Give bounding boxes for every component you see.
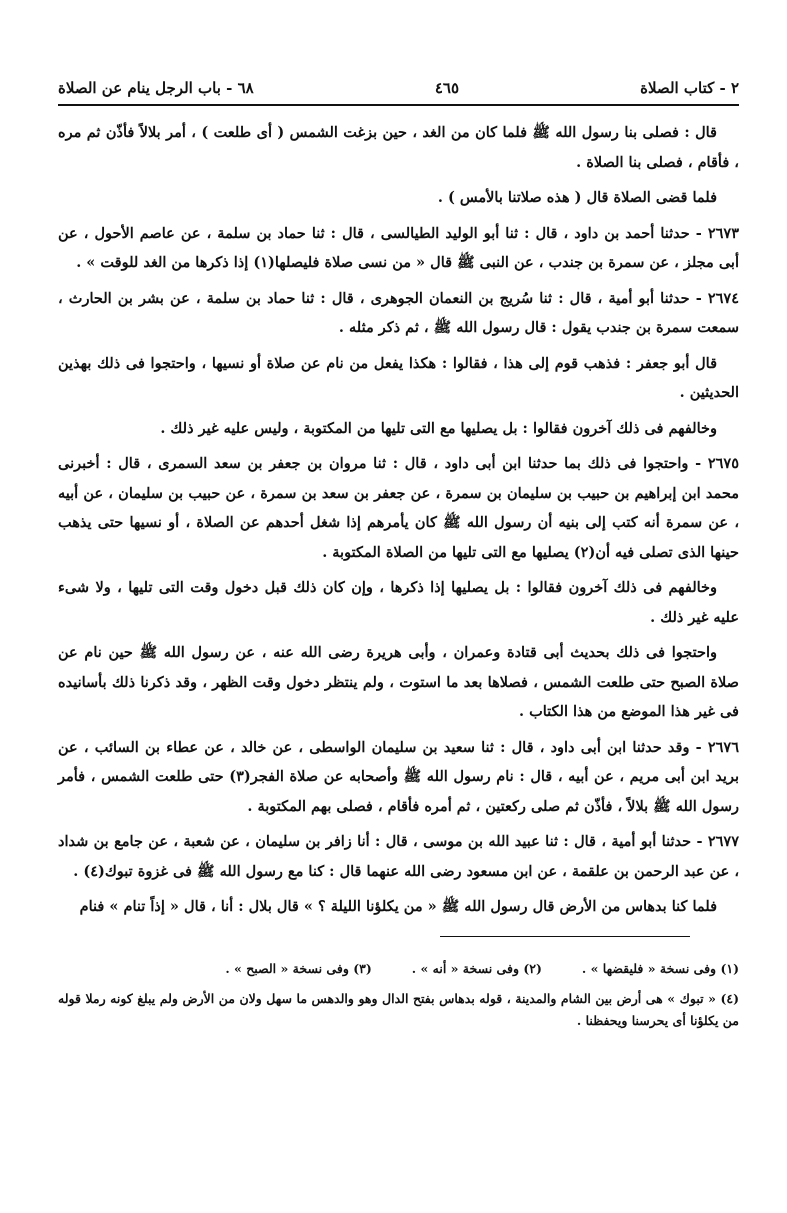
footnote-2: (٢) وفى نسخة « أنه » . xyxy=(411,961,542,976)
hadith-2673: ٢٦٧٣ - حدثنا أحمد بن داود ، قال : ثنا أبو الوليد الطيالسى ، قال : ثنا حماد بن سلمة ، عن عاصم الأحول ، عن أبى مجلز ، عن سمرة بن جندب ، عن النبى ﷺ قال « من نسى صلاة فليصلها(١) إذا ذكرها من الغد للوقت » . xyxy=(58,224,739,271)
header-book-title: ٢ - كتاب الصلاة xyxy=(640,79,739,97)
header-rule xyxy=(58,104,739,106)
footnote-rule xyxy=(440,936,690,937)
page-body xyxy=(58,118,739,928)
paragraph-2: فلما قضى الصلاة قال ( هذه صلاتنا بالأمس ) . xyxy=(437,189,717,206)
page-number: ٤٦٥ xyxy=(434,79,459,97)
paragraph-1: قال : فصلى بنا رسول الله ﷺ فلما كان من الغد ، حين بزغت الشمس ( أى طلعت ) ، أمر بلالاً فأذّن ثم مره ، فأقام ، فصلى بنا الصلاة . xyxy=(58,124,739,171)
paragraph-abu-jafar: قال أبو جعفر : فذهب قوم إلى هذا ، فقالوا : هكذا يفعل من نام عن صلاة أو نسيها ، واحتجوا فى ذلك بهذين الحديثين . xyxy=(58,354,739,401)
paragraph-evidence: واحتجوا فى ذلك بحديث أبى قتادة وعمران ، وأبى هريرة رضى الله عنه ، عن رسول الله ﷺ حين نام عن صلاة الصبح حتى طلعت الشمس ، فصلاها بعد ما استوت ، ولم ينتظر دخول وقت الظهر ، وقد ذكرنا ذلك بأسانيده فى غير هذا الموضع من هذا الكتاب . xyxy=(58,644,739,720)
footnote-3: (٣) وفى نسخة « الصبح » . xyxy=(225,961,372,976)
footnote-1: (١) وفى نسخة « فليقضها » . xyxy=(581,961,739,976)
hadith-2675: ٢٦٧٥ - واحتجوا فى ذلك بما حدثنا ابن أبى داود ، قال : ثنا مروان بن جعفر بن سعد السمرى ، قال : أخبرنى محمد ابن إبراهيم بن حبيب بن سليمان بن سمرة ، عن جعفر بن سعد بن سمرة ، عن حبيب بن سليمان ، عن أبيه ، عن سمرة أنه كتب إلى بنيه أن رسول الله ﷺ كان يأمرهم إذا شغل أحدهم عن الصلاة ، أو نسيها حتى يذهب حينها الذى تصلى فيه أن(٢) يصليها مع التى تليها من الصلاة المكتوبة . xyxy=(58,455,739,561)
hadith-2677: ٢٦٧٧ - حدثنا أبو أمية ، قال : ثنا عبيد الله بن موسى ، قال : أنا زافر بن سليمان ، عن شعبة ، عن جامع بن شداد ، عن عبد الرحمن بن علقمة ، عن ابن مسعود رضى الله عنهما قال : كنا مع رسول الله ﷺ فى غزوة تبوك(٤) . xyxy=(58,833,739,880)
hadith-2676: ٢٦٧٦ - وقد حدثنا ابن أبى داود ، قال : ثنا سعيد بن سليمان الواسطى ، عن خالد ، عن عطاء بن السائب ، عن بريد ابن أبى مريم ، عن أبيه ، قال : نام رسول الله ﷺ وأصحابه عن صلاة الفجر(٣) حتى طلعت الشمس ، فأمر رسول الله ﷺ بلالاً ، فأذّن ثم صلى ركعتين ، ثم أمره فأقام ، فصلى بهم المكتوبة . xyxy=(58,738,739,815)
page-header xyxy=(58,74,739,102)
footnote-4: (٤) « تبوك » هى أرض بين الشام والمدينة ، قوله بدهاس بفتح الدال وهو والدهس ما سهل ولان من الأرض ولم يبلغ كونه رملا قوله من يكلؤنا أى يحرسنا ويحفظنا . xyxy=(58,991,739,1028)
paragraph-final: فلما كنا بدهاس من الأرض قال رسول الله ﷺ « من يكلؤنا الليلة ؟ » قال بلال : أنا ، قال « إذاً تنام » فنام xyxy=(79,898,717,915)
paragraph-others-2: وخالفهم فى ذلك آخرون فقالوا : بل يصليها إذا ذكرها ، وإن كان ذلك قبل دخول وقت التى تليها ، ولا شىء عليه غير ذلك . xyxy=(58,579,739,626)
paragraph-others-1: وخالفهم فى ذلك آخرون فقالوا : بل يصليها مع التى تليها من المكتوبة ، وليس عليه غير ذلك . xyxy=(160,419,717,437)
footnotes xyxy=(58,958,739,1032)
hadith-2674: ٢٦٧٤ - حدثنا أبو أمية ، قال : ثنا سُريج بن النعمان الجوهرى ، قال : ثنا حماد بن سلمة ، عن بشر بن الحارث ، سمعت سمرة بن جندب يقول : قال رسول الله ﷺ ، ثم ذكر مثله . xyxy=(58,289,739,336)
footnote-row xyxy=(58,958,739,980)
header-chapter-title: ٦٨ - باب الرجل ينام عن الصلاة xyxy=(58,79,254,97)
